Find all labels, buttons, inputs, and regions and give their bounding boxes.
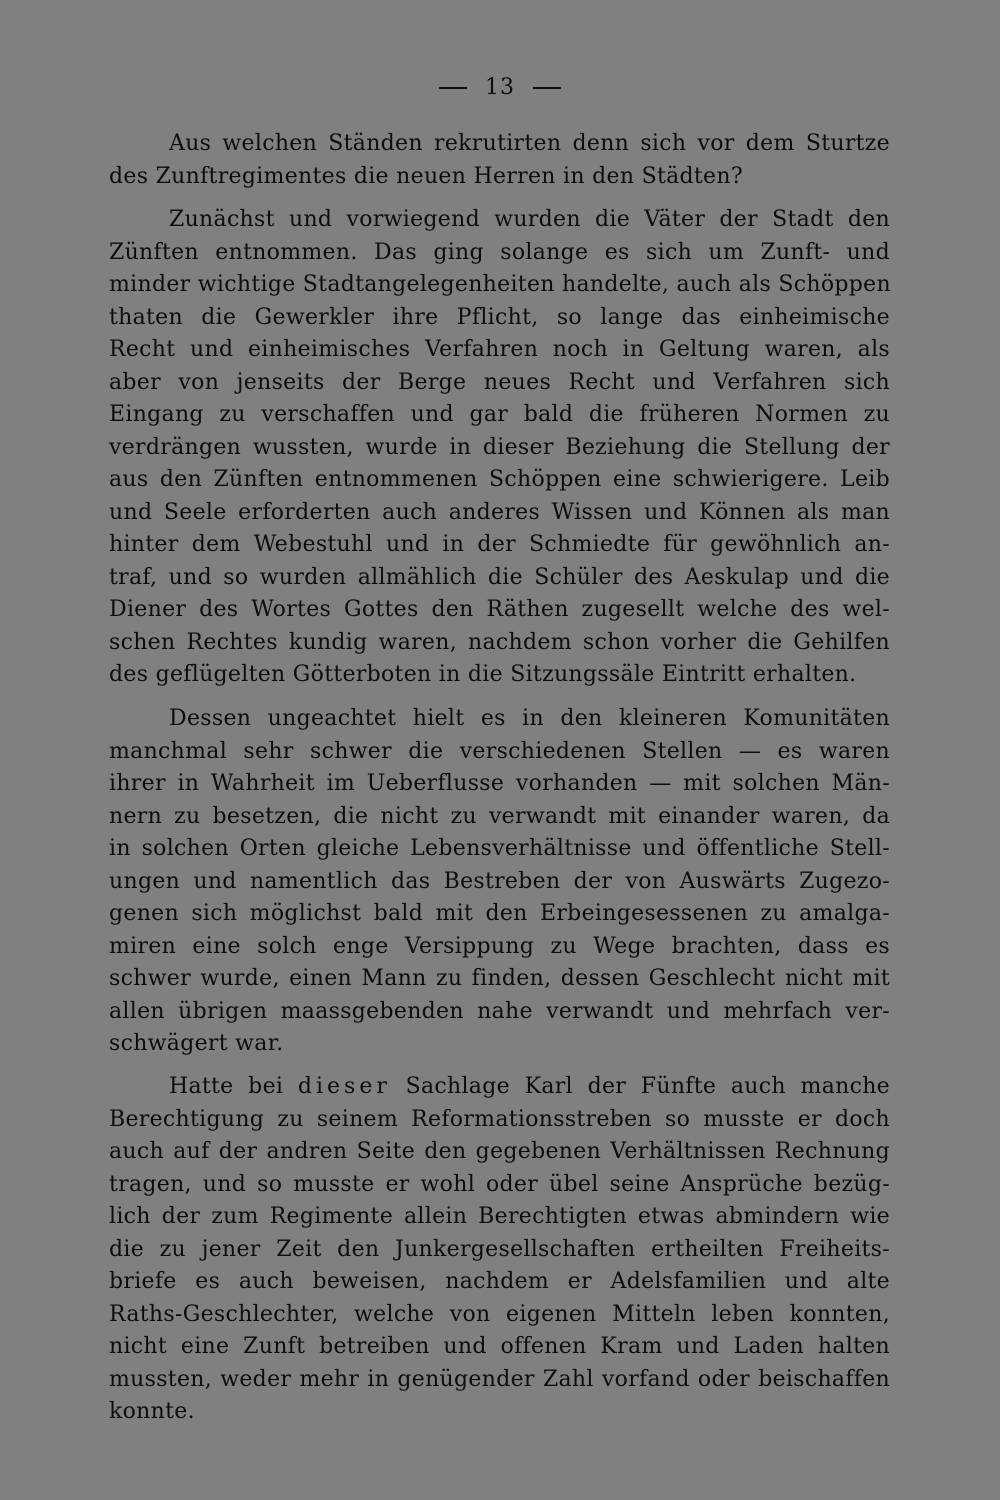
text-line: verdrängen wussten, wurde in dieser Beziehung die Stellung der: [109, 434, 890, 460]
text-line: schwer wurde, einen Mann zu finden, dessen Geschlecht nicht mit: [109, 966, 890, 991]
text-line: schwägert war.: [109, 1031, 284, 1056]
text-line: aus den Zünften entnommenen Schöppen eine schwierigere. Leib: [109, 467, 890, 492]
paragraph-1: [109, 128, 890, 193]
text-line: ungen und namentlich das Bestreben der von Auswärts Zugezo-: [109, 868, 890, 894]
header-dash-left: [439, 87, 467, 89]
text-line: allen übrigen maassgebenden nahe verwandt und mehrfach ver-: [109, 998, 890, 1024]
text-line: Zunächst und vorwiegend wurden die Väter der Stadt den: [169, 207, 890, 232]
text-line: Aus welchen Ständen rekrutirten denn sich vor dem Sturtze: [169, 131, 890, 156]
text-line: hinter dem Webestuhl und in der Schmiedte für gewöhnlich an-: [109, 532, 890, 557]
text-run: Hatte bei: [169, 1074, 298, 1099]
text-line: Raths-Geschlechter, welche von eigenen Mitteln leben konnten,: [109, 1301, 890, 1327]
text-line: nern zu besetzen, die nicht zu verwandt mit einander waren, da: [109, 803, 890, 829]
text-line: traf, und so wurden allmählich die Schüler des Aeskulap und die: [109, 564, 890, 590]
text-line: Berechtigung zu seinem Reformationsstreben so musste er doch: [109, 1106, 890, 1132]
text-line: in solchen Orten gleiche Lebensverhältnisse und öffentliche Stell-: [109, 836, 890, 861]
page-number: 13: [485, 75, 515, 100]
text-line: auch auf der andren Seite den gegebenen Verhältnissen Rechnung: [109, 1139, 890, 1164]
text-run: Sachlage Karl der Fünfte auch manche: [390, 1074, 890, 1099]
text-line: [109, 1071, 890, 1104]
text-line: Zünften entnommen. Das ging solange es sich um Zunft- und: [109, 239, 890, 265]
text-line: Dessen ungeachtet hielt es in den kleineren Komunitäten: [169, 706, 890, 731]
paragraph-3: [109, 703, 890, 1061]
page-header: [0, 72, 1000, 104]
text-line: tragen, und so musste er wohl oder übel seine Ansprüche bezüg-: [109, 1171, 890, 1197]
header-dash-right: [533, 87, 561, 89]
text-line: genen sich möglichst bald mit den Erbeingesessenen zu amalga-: [109, 901, 890, 926]
text-line: lich der zum Regimente allein Berechtigten etwas abmindern wie: [109, 1204, 890, 1229]
text-line: minder wichtige Stadtangelegenheiten handelte, auch als Schöppen: [109, 272, 891, 297]
text-line: des Zunftregimentes die neuen Herren in den Städten?: [109, 163, 743, 189]
text-line: schen Rechtes kundig waren, nachdem schon vorher die Gehilfen: [109, 629, 890, 655]
text-line: nicht eine Zunft betreiben und offenen Kram und Laden halten: [109, 1334, 890, 1359]
text-line: briefe es auch beweisen, nachdem er Adelsfamilien und alte: [109, 1269, 890, 1294]
text-line: des geflügelten Götterboten in die Sitzungssäle Eintritt erhalten.: [109, 662, 857, 687]
paragraph-2: [109, 204, 890, 692]
text-line: ihrer in Wahrheit im Ueberflusse vorhanden — mit solchen Män-: [109, 771, 890, 796]
text-line: die zu jener Zeit den Junkergesellschaften ertheilten Freiheits-: [109, 1236, 890, 1262]
text-line: Diener des Wortes Gottes den Räthen zugesellt welche des wel-: [109, 597, 890, 622]
emphasized-word: dieser: [297, 1074, 391, 1099]
text-line: aber von jenseits der Berge neues Recht und Verfahren sich: [109, 369, 890, 395]
text-line: mussten, weder mehr in genügender Zahl vorfand oder beischaffen: [109, 1366, 890, 1392]
text-line: miren eine solch enge Versippung zu Wege brachten, dass es: [109, 933, 890, 959]
text-line: und Seele erforderten auch anderes Wissen und Können als man: [109, 499, 890, 525]
text-line: manchmal sehr schwer die verschiedenen Stellen — es waren: [109, 738, 890, 764]
text-line: Eingang zu verschaffen und gar bald die früheren Normen zu: [109, 402, 890, 427]
text-line: Recht und einheimisches Verfahren noch in Geltung waren, als: [109, 337, 890, 362]
text-line: thaten die Gewerkler ihre Pflicht, so lange das einheimische: [109, 304, 890, 330]
text-line: konnte.: [109, 1399, 195, 1424]
paragraph-4: [109, 1071, 890, 1429]
